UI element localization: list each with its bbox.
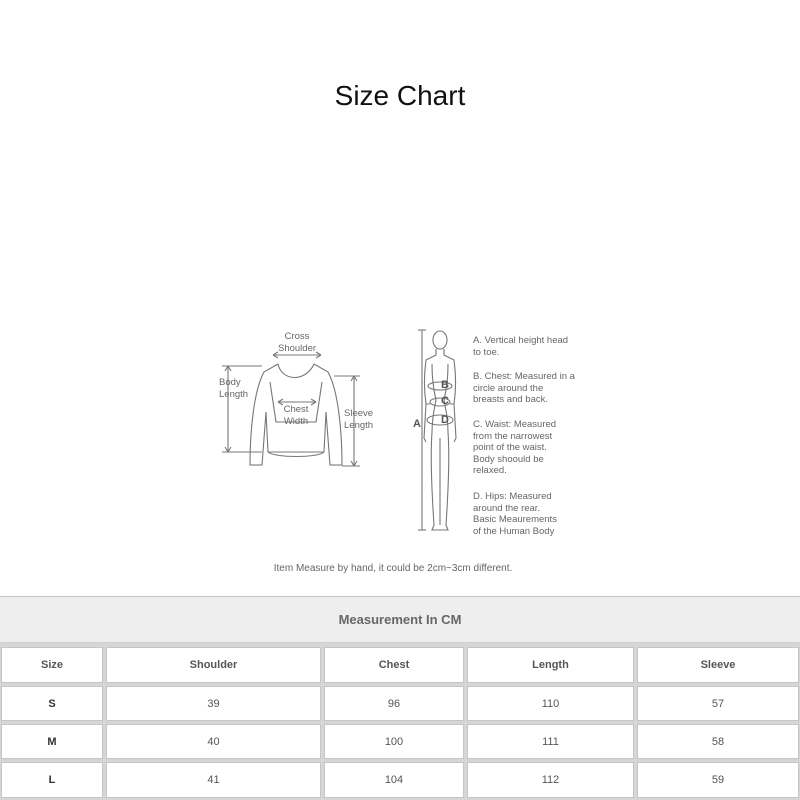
table-cell-length: 112 [467,762,634,798]
measurement-diagram [0,320,800,590]
human-body-illustration [424,331,456,530]
table-cell-length: 111 [467,724,634,759]
description-d: D. Hips: Measured around the rear. Basic Meaurements of the Human Body [473,491,557,537]
letter-c: C [441,395,449,407]
table-cell-chest: 100 [324,724,464,759]
table-cell-sleeve: 57 [637,686,799,721]
cross-shoulder-label: Cross Shoulder [277,331,317,354]
description-c: C. Waist: Measured from the narrowest point of the waist. Body shoould be relaxed. [473,419,557,476]
body-length-label: Body Length [219,377,249,400]
chest-width-label: Chest Width [283,404,309,427]
column-header-length: Length [467,647,634,683]
letter-b: B [441,379,449,391]
column-header-size: Size [1,647,103,683]
table-cell-sleeve: 59 [637,762,799,798]
size-table [0,596,800,800]
hip-circle [427,415,453,425]
description-a: A. Vertical height head to toe. [473,335,569,358]
table-cell-size: M [1,724,103,759]
table-caption: Measurement In CM [0,597,800,643]
description-b: B. Chest: Measured in a circle around the breasts and back. [473,371,575,405]
table-cell-chest: 96 [324,686,464,721]
table-cell-chest: 104 [324,762,464,798]
letter-a: A [413,418,421,430]
measurement-note: Item Measure by hand, it could be 2cm~3cm different. [273,563,513,574]
table-cell-shoulder: 40 [106,724,321,759]
letter-d: D [441,414,449,426]
garment-and-body-illustration [0,320,800,560]
page-title: Size Chart [334,80,466,111]
table-cell-sleeve: 58 [637,724,799,759]
sleeve-length-label: Sleeve Length [344,408,374,431]
table-cell-size: S [1,686,103,721]
table-cell-shoulder: 41 [106,762,321,798]
column-header-shoulder: Shoulder [106,647,321,683]
column-header-chest: Chest [324,647,464,683]
table-cell-size: L [1,762,103,798]
table-cell-shoulder: 39 [106,686,321,721]
column-header-sleeve: Sleeve [637,647,799,683]
table-cell-length: 110 [467,686,634,721]
